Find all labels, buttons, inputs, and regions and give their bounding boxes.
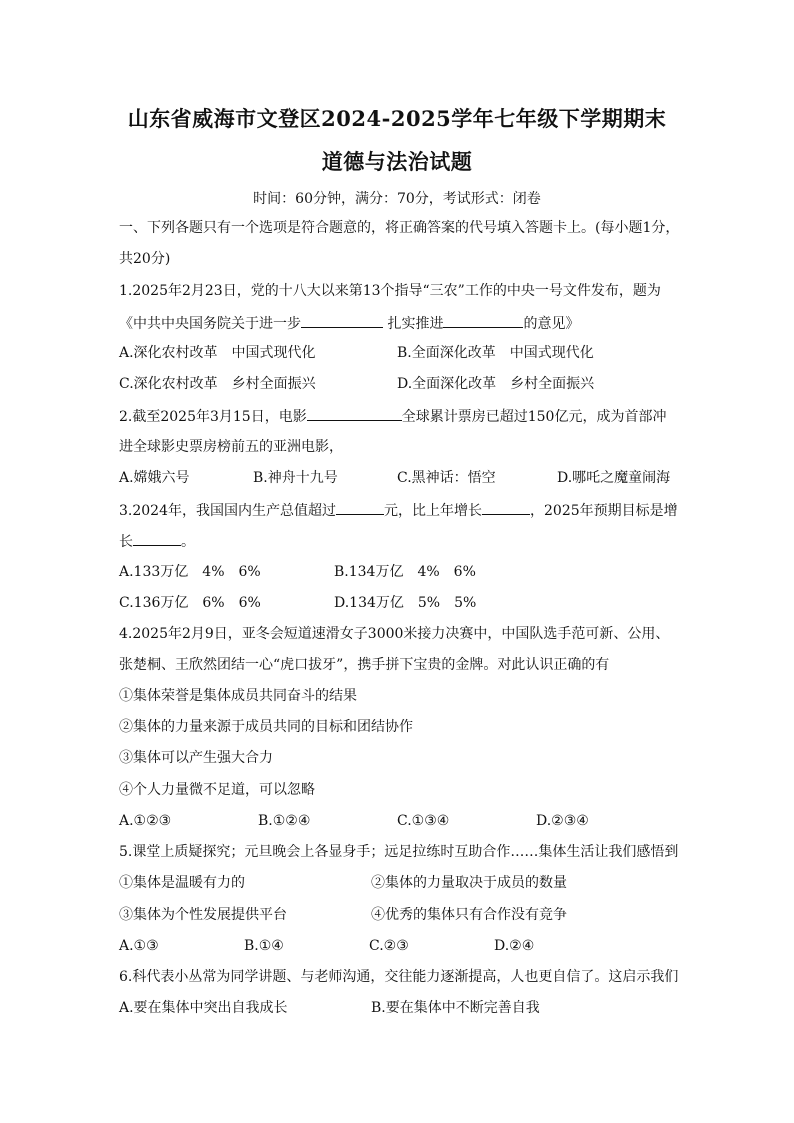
q2-stem-text-a: 2.截至2025年3月15日，电影 <box>119 409 307 425</box>
q5-option-b: B.①④ <box>244 938 284 954</box>
q3-stem-text-c: ，2025年预期目标是增 <box>530 503 678 519</box>
q4-item-4: ④个人力量微不足道，可以忽略 <box>119 782 315 798</box>
q3-stem-line1 <box>119 500 678 520</box>
q4-stem-line2: 张楚桐、王欣然团结一心“虎口拔牙”，携手拼下宝贵的金牌。对此认识正确的有 <box>119 657 610 673</box>
q4-item-1: ①集体荣誉是集体成员共同奋斗的结果 <box>119 688 357 704</box>
q1-option-a: A.深化农村改革 中国式现代化 <box>119 345 316 361</box>
q2-option-d: D.哪吒之魔童闹海 <box>557 470 671 486</box>
q3-stem-line2 <box>119 531 195 551</box>
q3-blank-3 <box>133 531 181 546</box>
q5-item-4: ④优秀的集体只有合作没有竞争 <box>371 907 567 923</box>
q4-item-3: ③集体可以产生强大合力 <box>119 750 273 766</box>
q3-option-b: B.134万亿 4% 6% <box>334 564 476 580</box>
q1-option-b: B.全面深化改革 中国式现代化 <box>397 345 594 361</box>
q2-option-a: A.嫦娥六号 <box>119 470 190 486</box>
q4-item-2: ②集体的力量来源于成员共同的目标和团结协作 <box>119 719 413 735</box>
exam-subject-title: 道德与法治试题 <box>321 149 473 174</box>
q1-blank-1 <box>301 313 383 328</box>
exam-title: 山东省威海市文登区2024-2025学年七年级下学期期末 <box>127 106 667 131</box>
q1-blank-2 <box>443 313 523 328</box>
q5-stem: 5.课堂上质疑探究；元旦晚会上各显身手；远足拉练时互助合作……集体生活让我们感悟到 <box>119 844 679 860</box>
q5-option-a: A.①③ <box>119 938 159 954</box>
q5-option-d: D.②④ <box>494 938 535 954</box>
q3-option-c: C.136万亿 6% 6% <box>119 595 261 611</box>
q2-stem-text-b: 全球累计票房已超过150亿元，成为首部冲 <box>401 409 667 425</box>
q5-option-c: C.②③ <box>369 938 409 954</box>
q1-stem-text-c: 的意见》 <box>523 316 580 332</box>
q3-stem-text-b: 元，比上年增长 <box>384 503 482 519</box>
q2-blank <box>307 406 402 421</box>
q4-option-d: D.②③④ <box>536 813 589 829</box>
q5-item-2: ②集体的力量取决于成员的数量 <box>371 875 567 891</box>
exam-info: 时间：60分钟，满分：70分，考试形式：闭卷 <box>253 191 541 207</box>
section-instruction-line1: 一、下列各题只有一个选项是符合题意的，将正确答案的代号填入答题卡上。(每小题1分， <box>119 220 680 236</box>
q4-option-b: B.①②④ <box>258 813 311 829</box>
q5-item-1: ①集体是温暖有力的 <box>119 875 245 891</box>
q2-stem-line1 <box>119 406 666 426</box>
q2-option-c: C.黑神话：悟空 <box>397 470 496 486</box>
q1-option-d: D.全面深化改革 乡村全面振兴 <box>397 376 595 392</box>
q6-stem: 6.科代表小丛常为同学讲题、与老师沟通，交往能力逐渐提高，人也更自信了。这启示我们 <box>119 969 679 985</box>
q3-stem-text-d: 长 <box>119 534 133 550</box>
q3-option-a: A.133万亿 4% 6% <box>119 564 261 580</box>
q1-stem-text-a: 《中共中央国务院关于进一步 <box>119 316 301 332</box>
q2-option-b: B.神舟十九号 <box>253 470 338 486</box>
q5-item-3: ③集体为个性发展提供平台 <box>119 907 287 923</box>
q1-option-c: C.深化农村改革 乡村全面振兴 <box>119 376 316 392</box>
q6-option-a: A.要在集体中突出自我成长 <box>119 1000 288 1016</box>
q2-stem-line2: 进全球影史票房榜前五的亚洲电影， <box>119 439 343 455</box>
q4-stem-line1: 4.2025年2月9日，亚冬会短道速滑女子3000米接力决赛中，中国队选手范可新、公用、 <box>119 626 670 642</box>
q1-stem-line2 <box>119 313 579 333</box>
q3-blank-2 <box>482 500 530 515</box>
q3-stem-text-e: 。 <box>181 534 195 550</box>
q6-option-b: B.要在集体中不断完善自我 <box>371 1000 540 1016</box>
section-instruction-line2: 共20分) <box>119 251 171 267</box>
q3-option-d: D.134万亿 5% 5% <box>334 595 477 611</box>
q1-stem-line1: 1.2025年2月23日，党的十八大以来第13个指导“三农”工作的中央一号文件发布，题为 <box>119 283 661 299</box>
q4-option-c: C.①③④ <box>397 813 450 829</box>
q1-stem-text-b: 扎实推进 <box>383 316 444 332</box>
q3-stem-text-a: 3.2024年，我国国内生产总值超过 <box>119 503 336 519</box>
q4-option-a: A.①②③ <box>119 813 172 829</box>
q3-blank-1 <box>336 500 384 515</box>
